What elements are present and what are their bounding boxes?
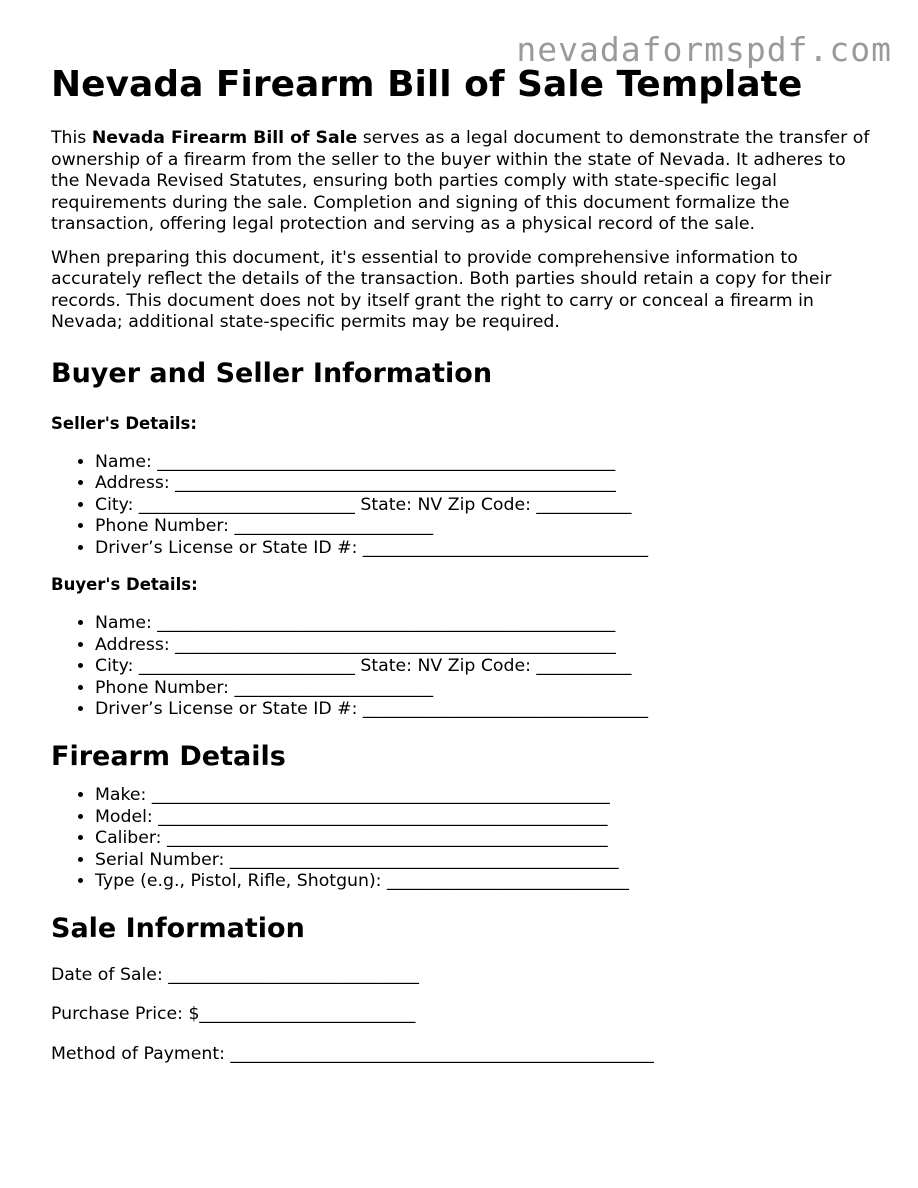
buyer-license-field[interactable]: • Driver’s License or State ID #: _________________________________ (95, 699, 871, 721)
seller-fields (51, 452, 871, 560)
seller-city-state-zip-field[interactable]: • City: _________________________ State: NV Zip Code: ___________ (95, 495, 871, 517)
sale-date-field[interactable]: Date of Sale: _____________________________ (51, 964, 419, 985)
seller-license-field[interactable]: • Driver’s License or State ID #: _________________________________ (95, 538, 871, 560)
firearm-make-field[interactable]: • Make: _____________________________________________________ (95, 785, 871, 807)
sale-payment-method-field[interactable]: Method of Payment: _________________________________________________ (51, 1043, 654, 1064)
firearm-model-field[interactable]: • Model: ____________________________________________________ (95, 807, 871, 829)
section-heading-sale: Sale Information (51, 912, 305, 944)
seller-heading: Seller's Details: (51, 414, 197, 434)
firearm-fields (51, 785, 871, 893)
page-title: Nevada Firearm Bill of Sale Template (51, 64, 803, 105)
sale-price-field[interactable]: Purchase Price: $_________________________ (51, 1004, 416, 1025)
watermark: nevadaformspdf.com (516, 30, 892, 69)
firearm-serial-field[interactable]: • Serial Number: _____________________________________________ (95, 850, 871, 872)
intro-paragraph-1 (51, 128, 871, 236)
buyer-address-field[interactable]: • Address: ___________________________________________________ (95, 635, 871, 657)
document (51, 63, 871, 1065)
section-heading-buyer-seller: Buyer and Seller Information (51, 357, 493, 389)
seller-name-field[interactable]: • Name: _____________________________________________________ (95, 452, 871, 474)
firearm-type-field[interactable]: • Type (e.g., Pistol, Rifle, Shotgun): ____________________________ (95, 871, 871, 893)
buyer-phone-field[interactable]: • Phone Number: _______________________ (95, 678, 871, 700)
sale-fields (51, 965, 871, 1066)
intro-paragraph-2: When preparing this document, it's essential to provide comprehensive information to accurately reflect the details of the transaction. Both parties should retain a copy for their records. This document does not by itself grant the right to carry or conceal a firearm in Nevada; additional state-specific permits may be required. (51, 247, 832, 333)
seller-address-field[interactable]: • Address: ___________________________________________________ (95, 473, 871, 495)
buyer-city-state-zip-field[interactable]: • City: _________________________ State: NV Zip Code: ___________ (95, 656, 871, 678)
seller-phone-field[interactable]: • Phone Number: _______________________ (95, 516, 871, 538)
intro-prefix: This (51, 128, 92, 149)
intro-rest: serves as a legal document to demonstrate the transfer of ownership of a firearm from the seller to the buyer within the state of Nevada. It adheres to the Nevada Revised Statutes, ensuring both parties comply with state-specific legal requirements during the sale. Completion and signing of this document formalize the transaction, offering legal protection and serving as a physical record of the sale. (51, 128, 870, 235)
firearm-caliber-field[interactable]: • Caliber: ___________________________________________________ (95, 828, 871, 850)
buyer-heading: Buyer's Details: (51, 575, 198, 595)
intro-bold-title: Nevada Firearm Bill of Sale (91, 128, 358, 149)
buyer-name-field[interactable]: • Name: _____________________________________________________ (95, 613, 871, 635)
buyer-fields (51, 613, 871, 721)
section-heading-firearm: Firearm Details (51, 740, 286, 772)
